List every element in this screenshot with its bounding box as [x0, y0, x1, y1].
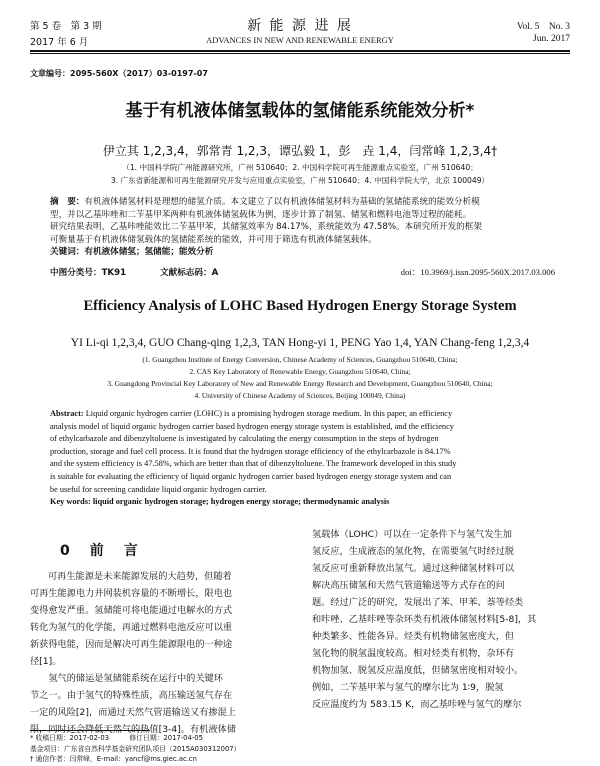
body-line: 种类繁多、性能各异。烃类有机物储氢密度大，但 — [312, 631, 515, 642]
body-line: 新获得电能，因而是解决可再生能源限电的一种途 — [30, 639, 233, 650]
right-column — [312, 526, 574, 713]
body-line: 氢化物的脱氢温度较高。相对烃类有机物，杂环有 — [312, 648, 515, 659]
abstract-en — [50, 408, 560, 509]
abstract-en-line: and the system efficiency is 47.58%, which are better than that of dibenzyltoluene. The framework developed in this study — [50, 459, 457, 469]
section-heading: 0 前 言 — [60, 543, 141, 559]
body-line: 转化为氢气的化学能，再通过燃料电池反应可以重 — [30, 622, 233, 633]
body-line: 解决高压储氢和天然气管道输送等方式存在的问 — [312, 580, 505, 591]
body-line: 例如，二苄基甲苯与氢气的摩尔比为 1∶9，脱氢 — [312, 682, 504, 693]
volume-label: Vol. 5 No. 3 — [516, 22, 570, 32]
abstract-en-line: be useful for screening candidate liquid organic hydrogen carrier. — [50, 484, 267, 494]
body-line: 氢反应，生成液态的氢化物，在需要氢气时经过脱 — [312, 546, 515, 557]
title-zh: 基于有机液体储氢载体的氢储能系统能效分析* — [125, 101, 475, 121]
body-line: 氢载体（LOHC）可以在一定条件下与氢气发生加 — [312, 529, 512, 540]
body-line: 节之一。由于氢气的特殊性质，高压输送氢气存在 — [30, 690, 233, 701]
affiliation-en-line: (1. Guangzhou Institute of Energy Conversion, Chinese Academy of Sciences, Guangzhou 510640, China; — [142, 355, 458, 364]
keywords-en: Key words: liquid organic hydrogen storage; hydrogen energy storage; thermodynamic analysis — [50, 497, 390, 507]
body-line: 氢气的储运是氢储能系统在运行中的关键环 — [30, 673, 223, 684]
affiliation-en — [0, 354, 600, 402]
abstract-en-line: analysis model of liquid organic hydrogen carrier based hydrogen energy storage system is established, and the efficiency — [50, 421, 454, 431]
body-line: 一定的风险[2]，而通过天然气管道输送又有掺混上 — [30, 707, 236, 718]
doi: doi：10.3969/j.issn.2095-560X.2017.03.006 — [400, 267, 555, 277]
body-line: 反应温度约为 583.15 K，而乙基咔唑与氢气的摩尔 — [312, 699, 522, 710]
abstract-zh-line: 可衡量基于有机液体储氢载体的氢储能系统的能效，并可用于筛选有机液体储氢载体。 — [50, 234, 377, 245]
body-line: 径[1]。 — [30, 656, 62, 667]
footnote-line: † 通信作者：闫常峰，E-mail：yancf@ms.giec.ac.cn — [30, 755, 197, 763]
abstract-en-line: production, storage and fuel cell process. It is found that the hydrogen storage efficiency of the ethylcarbazole is 84.17% — [50, 446, 451, 456]
affiliation-en-line: 3. Guangdong Provincial Key Laboratory of New and Renewable Energy Research and Development, Guangzhou 510640, China; — [107, 379, 493, 388]
authors-en: YI Li-qi 1,2,3,4, GUO Chang-qing 1,2,3, TAN Hong-yi 1, PENG Yao 1,4, YAN Chang-feng 1,2,3,4 — [70, 337, 530, 349]
journal-title: 新 能 源 进 展 — [247, 18, 353, 34]
abstract-zh — [50, 196, 560, 259]
body-line: 和咔唑、乙基咔唑等杂环类有机液体储氢材料[5-8]，其 — [312, 614, 537, 625]
document-code: 文献标志码：A — [160, 268, 219, 278]
article-number: 文章编号：2095-560X（2017）03-0197-07 — [30, 69, 208, 78]
abstract-zh-label: 摘 要： — [50, 197, 85, 207]
issue-date: 2017 年 6 月 — [30, 37, 89, 48]
footnote — [30, 733, 240, 765]
abstract-zh-line: 型，并以乙基咔唑和二苄基甲苯两种有机液体储氢载体为例，逐步计算了制氢、储氢和燃料电池等过程的能耗。 — [50, 209, 472, 220]
affiliation-zh-2: 3. 广东省新能源和可再生能源研究开发与应用重点实验室，广州 510640；4. 中国科学院大学，北京 100049） — [110, 176, 490, 185]
abstract-en-line: of ethylcarbazole and dibenzyltoluene is investigated by calculating the energy consumption in the steps of hydrogen — [50, 434, 439, 444]
affiliation-zh-1: （1. 中国科学院广州能源研究所，广州 510640；2. 中国科学院可再生能源重点实验室，广州 510640； — [122, 163, 478, 172]
header-rule — [30, 50, 570, 52]
body-line: 可再生能源是未来能源发展的大趋势，但随着 — [48, 571, 232, 582]
body-line: 可再生能源电力并网装机容量的不断增长，限电也 — [30, 588, 233, 599]
authors-zh: 伊立其 1,2,3,4，郭常青 1,2,3，谭弘毅 1，彭 垚 1,4，闫常峰 1,2,3,4† — [102, 144, 498, 158]
clc-number: 中图分类号：TK91 — [50, 268, 127, 278]
body-line: 限，同时还会降低天然气的热值[3-4]。有机液体储 — [30, 724, 236, 735]
abstract-en-line: is suitable for evaluating the efficiency of liquid organic hydrogen carrier based hydrogen energy storage system and can — [50, 471, 452, 481]
body-line: 变得愈发严重。氢储能可将电能通过电解水的方式 — [30, 605, 233, 616]
footnote-line: 基金项目：广东省自然科学基金研究团队项目（2015A030312007） — [30, 744, 241, 753]
footnote-rule — [30, 730, 150, 731]
footnote-line: * 收稿日期：2017-02-03 修订日期：2017-04-05 — [30, 734, 203, 742]
affiliation-en-line: 4. University of Chinese Academy of Sciences, Beijing 100049, China) — [194, 391, 406, 400]
journal-title-en: ADVANCES IN NEW AND RENEWABLE ENERGY — [206, 35, 394, 45]
keywords-zh: 关键词：有机液体储氢；氢储能；能效分析 — [50, 247, 214, 257]
title-en: Efficiency Analysis of LOHC Based Hydrogen Energy Storage System — [83, 298, 517, 314]
body-line: 题。经过广泛的研究，发展出了苯、甲苯、萘等烃类 — [312, 597, 524, 608]
header-rule-thin — [30, 53, 570, 54]
issue-label: 第 5 卷 第 3 期 — [30, 21, 102, 32]
abstract-en-label: Abstract: — [50, 409, 84, 418]
affiliation-en-line: 2. CAS Key Laboratory of Renewable Energy, Guangzhou 510640, China; — [189, 367, 411, 376]
volume-date: Jun. 2017 — [533, 34, 570, 44]
left-column — [30, 568, 295, 738]
body-line: 机物加氢、脱氢反应温度低，但储氢密度相对较小。 — [312, 665, 524, 676]
abstract-en-line: Liquid organic hydrogen carrier (LOHC) is a promising hydrogen storage medium. In this paper, an efficiency — [85, 409, 453, 418]
abstract-zh-line: 研究结果表明，乙基咔唑能效比二苄基甲苯，其储氢效率为 84.17%，系统能效为 47.58%。本研究所开发的框架 — [50, 222, 482, 232]
body-line: 氢反应可重新释放出氢气。通过这种储氢材料可以 — [312, 563, 515, 574]
abstract-zh-line: 有机液体储氢材料是理想的储氢介质。本文建立了以有机液体储氢材料为基础的氢储能系统的能效分析模 — [84, 197, 480, 207]
